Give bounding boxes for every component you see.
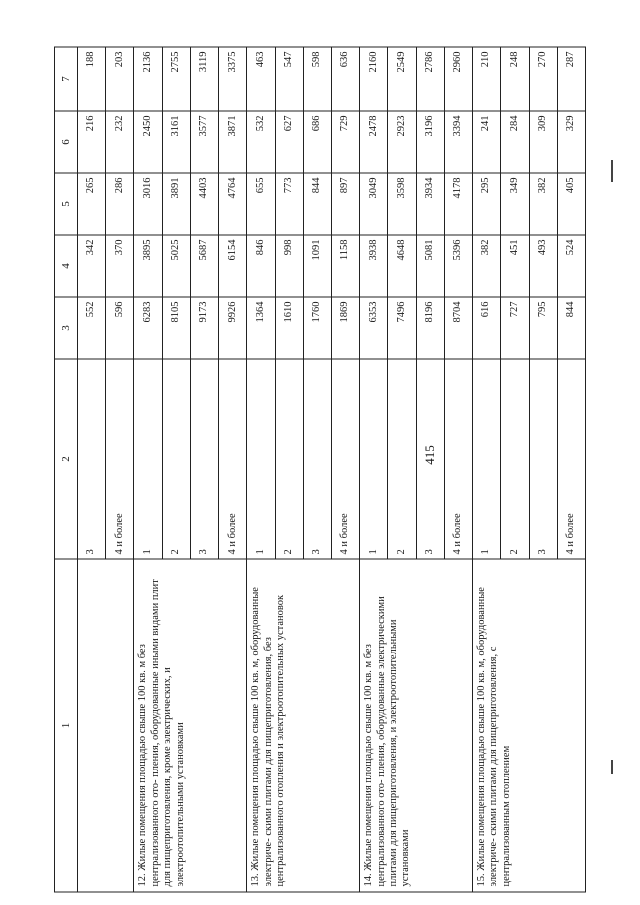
rooms-count-cell: 4 и более bbox=[444, 359, 472, 559]
value-cell: 216 bbox=[78, 111, 106, 173]
value-cell: 686 bbox=[303, 111, 331, 173]
value-cell: 3891 bbox=[162, 173, 190, 235]
value-cell: 1610 bbox=[275, 297, 303, 359]
value-cell: 4648 bbox=[388, 235, 416, 297]
column-header: 7 bbox=[55, 47, 78, 111]
value-cell: 616 bbox=[473, 297, 501, 359]
value-cell: 3016 bbox=[134, 173, 162, 235]
value-cell: 2960 bbox=[444, 47, 472, 111]
value-cell: 655 bbox=[247, 173, 275, 235]
group-description: 14. Жилые помещения площадью свыше 100 кв. м без централизованного ото- пления, оборудованные электрическими плитами для пищеприготовления, и электроотопительными установками bbox=[360, 559, 473, 892]
rooms-count-cell: 4 и более bbox=[331, 359, 359, 559]
table-row bbox=[360, 47, 388, 892]
group-description: 15. Жилые помещения площадью свыше 100 кв. м, оборудованные электриче- скими плитами для пищеприготовления, с централизованным отоплением bbox=[473, 559, 586, 892]
value-cell: 2478 bbox=[360, 111, 388, 173]
value-cell: 5025 bbox=[162, 235, 190, 297]
value-cell: 2786 bbox=[416, 47, 444, 111]
value-cell: 3119 bbox=[190, 47, 218, 111]
rooms-count-cell: 1 bbox=[134, 359, 162, 559]
value-cell: 627 bbox=[275, 111, 303, 173]
value-cell: 295 bbox=[473, 173, 501, 235]
value-cell: 203 bbox=[106, 47, 134, 111]
value-cell: 6353 bbox=[360, 297, 388, 359]
rooms-count-cell: 3 bbox=[529, 359, 557, 559]
value-cell: 547 bbox=[275, 47, 303, 111]
rooms-count-cell: 1 bbox=[473, 359, 501, 559]
value-cell: 188 bbox=[78, 47, 106, 111]
value-cell: 8196 bbox=[416, 297, 444, 359]
value-cell: 248 bbox=[501, 47, 529, 111]
value-cell: 270 bbox=[529, 47, 557, 111]
column-header: 4 bbox=[55, 235, 78, 297]
group-description: 12. Жилые помещения площадью свыше 100 кв. м без централизованного ото- пления, оборудованные иными видами плит для пищеприготовления, кроме электрических, и электроотопительными установками bbox=[134, 559, 247, 892]
value-cell: 4403 bbox=[190, 173, 218, 235]
value-cell: 8704 bbox=[444, 297, 472, 359]
value-cell: 727 bbox=[501, 297, 529, 359]
rooms-count-cell: 2 bbox=[275, 359, 303, 559]
value-cell: 284 bbox=[501, 111, 529, 173]
value-cell: 3577 bbox=[190, 111, 218, 173]
value-cell: 4764 bbox=[219, 173, 247, 235]
value-cell: 5081 bbox=[416, 235, 444, 297]
table-row bbox=[247, 47, 275, 892]
value-cell: 846 bbox=[247, 235, 275, 297]
page-number: 415 bbox=[422, 445, 437, 465]
table-body bbox=[78, 47, 586, 892]
rooms-count-cell: 2 bbox=[162, 359, 190, 559]
value-cell: 382 bbox=[473, 235, 501, 297]
value-cell: 2450 bbox=[134, 111, 162, 173]
table-row bbox=[134, 47, 162, 892]
value-cell: 636 bbox=[331, 47, 359, 111]
value-cell: 451 bbox=[501, 235, 529, 297]
rooms-count-cell: 4 и более bbox=[557, 359, 585, 559]
value-cell: 2923 bbox=[388, 111, 416, 173]
value-cell: 370 bbox=[106, 235, 134, 297]
value-cell: 729 bbox=[331, 111, 359, 173]
value-cell: 2755 bbox=[162, 47, 190, 111]
value-cell: 6154 bbox=[219, 235, 247, 297]
value-cell: 3394 bbox=[444, 111, 472, 173]
value-cell: 524 bbox=[557, 235, 585, 297]
value-cell: 5687 bbox=[190, 235, 218, 297]
value-cell: 596 bbox=[106, 297, 134, 359]
value-cell: 287 bbox=[557, 47, 585, 111]
value-cell: 844 bbox=[557, 297, 585, 359]
value-cell: 382 bbox=[529, 173, 557, 235]
rooms-count-cell: 3 bbox=[416, 359, 444, 559]
rooms-count-cell: 1 bbox=[360, 359, 388, 559]
value-cell: 232 bbox=[106, 111, 134, 173]
value-cell: 998 bbox=[275, 235, 303, 297]
rooms-count-cell: 4 и более bbox=[106, 359, 134, 559]
value-cell: 532 bbox=[247, 111, 275, 173]
value-cell: 210 bbox=[473, 47, 501, 111]
value-cell: 552 bbox=[78, 297, 106, 359]
value-cell: 844 bbox=[303, 173, 331, 235]
value-cell: 1364 bbox=[247, 297, 275, 359]
tariff-table bbox=[54, 47, 586, 893]
value-cell: 329 bbox=[557, 111, 585, 173]
rooms-count-cell: 3 bbox=[78, 359, 106, 559]
table-row bbox=[78, 47, 106, 892]
value-cell: 773 bbox=[275, 173, 303, 235]
rooms-count-cell: 3 bbox=[303, 359, 331, 559]
value-cell: 3934 bbox=[416, 173, 444, 235]
column-header: 6 bbox=[55, 111, 78, 173]
value-cell: 2136 bbox=[134, 47, 162, 111]
value-cell: 4178 bbox=[444, 173, 472, 235]
value-cell: 405 bbox=[557, 173, 585, 235]
value-cell: 5396 bbox=[444, 235, 472, 297]
column-header: 3 bbox=[55, 297, 78, 359]
value-cell: 9926 bbox=[219, 297, 247, 359]
value-cell: 241 bbox=[473, 111, 501, 173]
value-cell: 463 bbox=[247, 47, 275, 111]
value-cell: 897 bbox=[331, 173, 359, 235]
rooms-count-cell: 4 и более bbox=[219, 359, 247, 559]
value-cell: 795 bbox=[529, 297, 557, 359]
header-row bbox=[55, 47, 78, 892]
value-cell: 3375 bbox=[219, 47, 247, 111]
group-description bbox=[78, 559, 134, 892]
scan-artifact bbox=[611, 160, 613, 182]
value-cell: 6283 bbox=[134, 297, 162, 359]
rooms-count-cell: 1 bbox=[247, 359, 275, 559]
rooms-count-cell: 2 bbox=[388, 359, 416, 559]
value-cell: 1760 bbox=[303, 297, 331, 359]
value-cell: 598 bbox=[303, 47, 331, 111]
value-cell: 349 bbox=[501, 173, 529, 235]
value-cell: 493 bbox=[529, 235, 557, 297]
value-cell: 1158 bbox=[331, 235, 359, 297]
value-cell: 3938 bbox=[360, 235, 388, 297]
value-cell: 9173 bbox=[190, 297, 218, 359]
group-description: 13. Жилые помещения площадью свыше 100 кв. м, оборудованные электриче- скими плитами для пищеприготовления, без централизованного отопления и электроотопительных установок bbox=[247, 559, 360, 892]
value-cell: 3196 bbox=[416, 111, 444, 173]
value-cell: 1869 bbox=[331, 297, 359, 359]
value-cell: 7496 bbox=[388, 297, 416, 359]
value-cell: 1091 bbox=[303, 235, 331, 297]
value-cell: 286 bbox=[106, 173, 134, 235]
value-cell: 8105 bbox=[162, 297, 190, 359]
column-header: 5 bbox=[55, 173, 78, 235]
scan-artifact bbox=[611, 760, 613, 774]
value-cell: 3598 bbox=[388, 173, 416, 235]
column-header: 2 bbox=[55, 359, 78, 559]
value-cell: 265 bbox=[78, 173, 106, 235]
value-cell: 2549 bbox=[388, 47, 416, 111]
value-cell: 342 bbox=[78, 235, 106, 297]
value-cell: 3161 bbox=[162, 111, 190, 173]
value-cell: 309 bbox=[529, 111, 557, 173]
value-cell: 3895 bbox=[134, 235, 162, 297]
rooms-count-cell: 3 bbox=[190, 359, 218, 559]
rooms-count-cell: 2 bbox=[501, 359, 529, 559]
value-cell: 3871 bbox=[219, 111, 247, 173]
rotated-page-content bbox=[54, 48, 586, 893]
value-cell: 3049 bbox=[360, 173, 388, 235]
column-header: 1 bbox=[55, 559, 78, 892]
table-row bbox=[473, 47, 501, 892]
value-cell: 2160 bbox=[360, 47, 388, 111]
